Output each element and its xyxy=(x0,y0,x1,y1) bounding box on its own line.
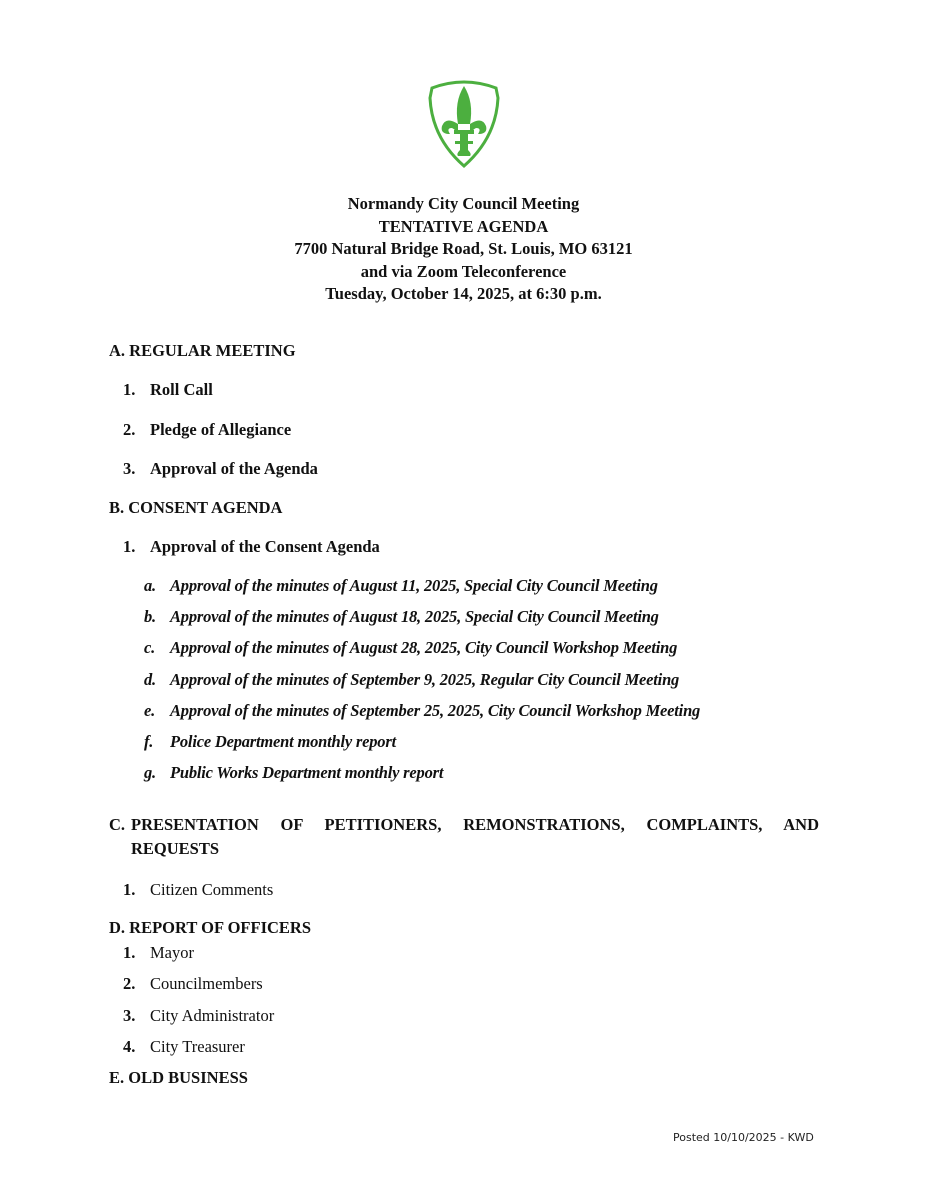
section-c-heading: C. PRESENTATION OF PETITIONERS, REMONSTRATIONS, COMPLAINTS, AND REQUESTS xyxy=(109,815,819,858)
header-subtitle: TENTATIVE AGENDA xyxy=(378,216,549,236)
document-header xyxy=(0,193,927,306)
sub-item: f. Police Department monthly report xyxy=(144,732,396,751)
section-e-heading: E. OLD BUSINESS xyxy=(109,1068,248,1087)
list-item: 3. Approval of the Agenda xyxy=(123,459,318,478)
sub-item: d. Approval of the minutes of September 9, 2025, Regular City Council Meeting xyxy=(144,670,680,689)
header-address: 7700 Natural Bridge Road, St. Louis, MO 63121 xyxy=(294,239,633,258)
list-item: 1. Citizen Comments xyxy=(123,880,274,899)
sub-item: e. Approval of the minutes of September 25, 2025, City Council Workshop Meeting xyxy=(144,701,701,720)
list-item: 2. Councilmembers xyxy=(123,974,263,993)
list-item: 1. Mayor xyxy=(123,943,194,962)
list-item: 3. City Administrator xyxy=(123,1006,275,1025)
header-datetime: Tuesday, October 14, 2025, at 6:30 p.m. xyxy=(325,284,602,303)
fleur-de-lis-shield-icon xyxy=(424,78,504,168)
list-item: 2. Pledge of Allegiance xyxy=(123,420,292,439)
header-zoom: and via Zoom Teleconference xyxy=(360,261,567,281)
section-d-heading: D. REPORT OF OFFICERS xyxy=(109,918,312,937)
sub-item: a. Approval of the minutes of August 11, 2025, Special City Council Meeting xyxy=(144,576,658,595)
header-title: Normandy City Council Meeting xyxy=(347,194,580,213)
list-item: 4. City Treasurer xyxy=(123,1037,245,1056)
list-item: 1. Roll Call xyxy=(123,380,213,399)
sub-item: c. Approval of the minutes of August 28, 2025, City Council Workshop Meeting xyxy=(144,638,678,657)
section-a-heading: A. REGULAR MEETING xyxy=(109,341,296,360)
section-b-heading: B. CONSENT AGENDA xyxy=(109,498,283,517)
sub-item: g. Public Works Department monthly report xyxy=(144,763,444,782)
list-item: 1. Approval of the Consent Agenda xyxy=(123,537,380,556)
posted-footer: Posted 10/10/2025 - KWD xyxy=(673,1131,814,1144)
sub-item: b. Approval of the minutes of August 18, 2025, Special City Council Meeting xyxy=(144,607,659,626)
